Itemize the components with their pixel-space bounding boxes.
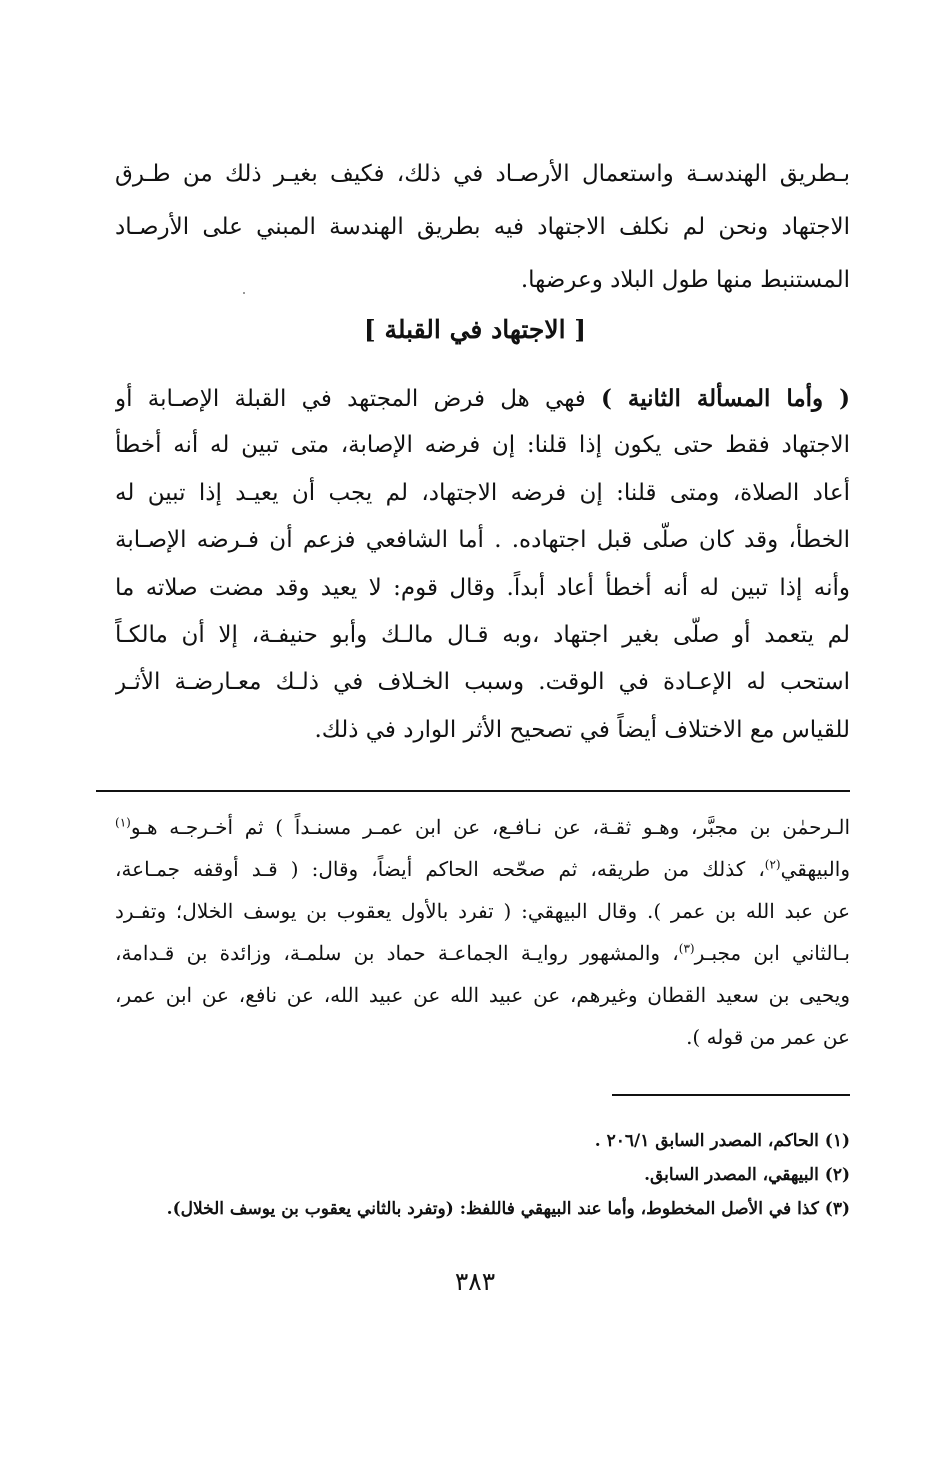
footnote-continuation xyxy=(115,806,850,1058)
bold-phrase: ( وأما المسألة الثانية ) xyxy=(601,385,850,412)
footnote-ref: (٢) xyxy=(764,857,781,872)
text-line xyxy=(115,375,850,422)
footnote-line xyxy=(115,932,850,974)
section-heading: [ الاجتهاد في القبلة ] xyxy=(363,315,587,344)
text-run: فهي هل فرض المجتهد في القبلة الإصـابة أو xyxy=(115,386,602,412)
text-run: بـالثاني ابن مجبـر xyxy=(694,941,850,965)
footnote-separator xyxy=(96,790,850,792)
footnotes xyxy=(115,1124,850,1226)
text-line: للقياس مع الاختلاف أيضاً في تصحيح الأثر الوارد في ذلك. xyxy=(314,716,850,743)
text-run: الـرحمٰن بن مجبَّر، وهـو ثقـة، عن نـافـع، عن ابن عمـر مسنـداً ) ثم أخـرجـه هـو xyxy=(130,815,850,839)
text-run: ، كذلك من طريقه، ثم صحّحه الحاكم أيضاً، وقال: ( قـد أوقفه جمـاعة، xyxy=(115,857,765,881)
text-line: لم يتعمد أو صلّى بغير اجتهاد ،وبه قـال مالـك وأبو حنيفـة، إلا أن مالكـاً xyxy=(115,621,850,648)
footnote-ref: (١) xyxy=(115,815,131,830)
scan-speck xyxy=(243,292,245,294)
text-run: ، والمشهور روايـة الجماعـة حماد بن سلمـة، وزائدة بن قـدامة، xyxy=(115,941,679,965)
text-line: أعاد الصلاة، ومتى قلنا: إن فرضه الاجتهاد، لم يجب أن يعيـد إذا تبين له xyxy=(115,479,850,506)
paragraph-2 xyxy=(115,375,850,754)
footnote-1: (١) الحاكم، المصدر السابق ٢٠٦/١ . xyxy=(594,1131,850,1151)
text-line: الاجتهاد ونحن لم نكلف الاجتهاد فيه بطريق الهندسة المبني على الأرصـاد xyxy=(115,214,850,240)
footnote-2: (٢) البيهقي، المصدر السابق. xyxy=(644,1165,850,1185)
text-line: استحب له الإعـادة في الوقت. وسبب الخـلاف في ذلـك معـارضـة الأثـر xyxy=(115,669,850,696)
footnote-line: عن عبد الله بن عمر ). وقال البيهقي: ( تفرد بالأول يعقوب بن يوسف الخلال؛ وتفـرد xyxy=(115,899,850,923)
footnote-line xyxy=(115,806,850,848)
footnote-line: عن عمر من قوله ). xyxy=(686,1025,850,1049)
paragraph-1 xyxy=(115,148,850,307)
text-line: الاجتهاد فقط حتى يكون إذا قلنا: إن فرضه الإصابة، متى تبين له أنه أخطأ xyxy=(115,432,850,459)
footnote-3: (٣) كذا في الأصل المخطوط، وأما عند البيهقي فاللفظ: (وتفرد بالثاني يعقوب بن يوسف الخلال). xyxy=(166,1199,850,1219)
text-line: المستنبط منها طول البلاد وعرضها. xyxy=(520,267,850,293)
text-line: وأنه إذا تبين له أنه أخطأ أعاد أبداً. وقال قوم: لا يعيد وقد مضت صلاته ما xyxy=(115,574,850,601)
footnote-line: ويحيى بن سعيد القطان وغيرهم، عن عبيد الله عن عبيد الله، عن نافع، عن ابن عمر، xyxy=(115,983,850,1007)
footnote-line xyxy=(115,848,850,890)
text-line: الخطأ، وقد كان صلّى قبل اجتهاده. . أما الشافعي فزعم أن فـرضه الإصـابة xyxy=(115,527,850,554)
page-number: ٣٨٣ xyxy=(454,1267,496,1296)
footnote-ref: (٣) xyxy=(678,941,695,956)
notes-separator xyxy=(612,1094,850,1096)
text-line: بـطريق الهندسـة واستعمال الأرصـاد في ذلك، فكيف بغيـر ذلك من طـرق xyxy=(115,161,850,187)
text-run: والبيهقي xyxy=(780,857,850,881)
